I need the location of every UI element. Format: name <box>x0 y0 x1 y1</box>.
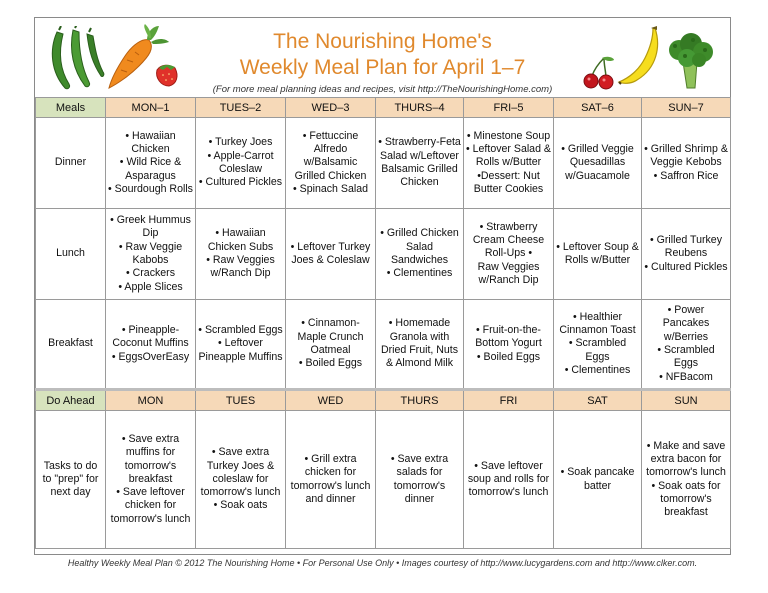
meal-item: Raw Veggies w/Ranch Dip <box>477 260 540 286</box>
meal-cell <box>196 118 286 209</box>
meal-cell <box>464 118 554 209</box>
do-ahead-header-row <box>36 390 731 411</box>
meal-item: • Apple-Carrot Coleslaw <box>207 149 274 175</box>
meal-cell <box>642 209 731 300</box>
meal-item: • Leftover Turkey Joes & Coleslaw <box>290 240 371 266</box>
meal-item: • Strawberry-Feta Salad w/Leftover Balsamic Grilled Chicken <box>378 136 461 189</box>
task-cell <box>554 411 642 549</box>
meal-cell <box>286 209 376 300</box>
task-cell <box>286 411 376 549</box>
day-header: SUN–7 <box>642 98 731 118</box>
meal-item: • Spinach Salad <box>293 182 368 195</box>
day-header: MON–1 <box>106 98 196 118</box>
meal-item: • Clementines <box>386 267 453 280</box>
meal-plan-sheet <box>34 17 731 555</box>
meal-item: • Cultured Pickles <box>644 260 728 273</box>
title-line-1: The Nourishing Home's <box>273 30 492 53</box>
header <box>35 18 730 97</box>
meal-item: • Minestone Soup <box>466 129 551 142</box>
meal-item: • NFBacom <box>659 370 713 383</box>
day-header: SAT–6 <box>554 98 642 118</box>
meal-cell <box>642 300 731 390</box>
day-header: TUES–2 <box>196 98 286 118</box>
meal-cell <box>464 209 554 300</box>
meal-cell <box>196 300 286 390</box>
meal-item: • Leftover Soup & Rolls w/Butter <box>556 240 639 266</box>
meal-cell <box>286 118 376 209</box>
meal-item: • Crackers <box>125 267 176 280</box>
row-label-dinner: Dinner <box>36 118 106 209</box>
task-item: • Grill extra chicken for tomorrow's lunch and dinner <box>290 452 371 505</box>
task-cell <box>642 411 731 549</box>
meal-cell <box>554 118 642 209</box>
meal-item: • Sourdough Rolls <box>108 182 193 195</box>
do-ahead-day-header: THURS <box>376 390 464 411</box>
meal-item: • Clementines <box>564 363 631 376</box>
meal-cell <box>554 300 642 390</box>
day-header: THURS–4 <box>376 98 464 118</box>
task-item: • Save leftover soup and rolls for tomorrow's lunch <box>467 459 550 499</box>
meal-item: • Leftover Pineapple Muffins <box>198 337 283 363</box>
meal-plan-table <box>35 97 731 549</box>
meal-item: • Wild Rice & Asparagus <box>119 156 182 182</box>
task-item: • Soak pancake batter <box>560 466 635 492</box>
meal-item: • Scrambled Eggs <box>198 324 283 337</box>
do-ahead-row <box>36 411 731 549</box>
do-ahead-day-header: MON <box>106 390 196 411</box>
task-item: • Soak oats for tomorrow's breakfast <box>651 479 721 519</box>
row-label-tasks: Tasks to do to "prep" for next day <box>36 411 106 549</box>
meal-item: • EggsOverEasy <box>111 350 190 363</box>
title-line-2: Weekly Meal Plan for April 1–7 <box>239 56 526 79</box>
do-ahead-day-header: TUES <box>196 390 286 411</box>
meal-cell <box>106 118 196 209</box>
task-cell <box>196 411 286 549</box>
do-ahead-day-header: SAT <box>554 390 642 411</box>
meal-item: • Saffron Rice <box>653 169 719 182</box>
subtitle: (For more meal planning ideas and recipes, visit http://TheNourishingHome.com) <box>212 84 553 95</box>
day-header: WED–3 <box>286 98 376 118</box>
meal-item: • Grilled Chicken Salad Sandwiches <box>380 227 459 266</box>
meal-cell <box>554 209 642 300</box>
meal-cell <box>464 300 554 390</box>
meal-item: • Scrambled Eggs <box>568 337 627 363</box>
task-item: • Save leftover chicken for tomorrow's lunch <box>110 486 191 525</box>
task-item: • Save extra salads for tomorrow's dinner <box>390 452 449 505</box>
do-ahead-day-header: WED <box>286 390 376 411</box>
meal-cell <box>376 118 464 209</box>
meal-item: • Raw Veggie Kabobs <box>118 240 183 266</box>
day-header-row <box>36 98 731 118</box>
meal-cell <box>286 300 376 390</box>
task-cell <box>376 411 464 549</box>
meal-cell <box>106 209 196 300</box>
dinner-row <box>36 118 731 209</box>
meal-cell <box>196 209 286 300</box>
task-cell <box>464 411 554 549</box>
breakfast-row <box>36 300 731 390</box>
meal-item: • Grilled Veggie Quesadillas w/Guacamole <box>561 143 634 182</box>
meal-item: • Grilled Turkey Reubens <box>650 234 722 260</box>
task-item: • Save extra muffins for tomorrow's breakfast <box>121 432 180 485</box>
lunch-row <box>36 209 731 300</box>
meal-item: • Strawberry Cream Cheese Roll-Ups • <box>472 220 545 260</box>
row-label-lunch: Lunch <box>36 209 106 300</box>
meals-header: Meals <box>36 98 106 118</box>
meal-item: • Fruit-on-the-Bottom Yogurt <box>475 324 542 350</box>
meal-item: • Boiled Eggs <box>476 350 541 363</box>
meal-item: • Cultured Pickles <box>198 176 283 189</box>
meal-item: • Greek Hummus Dip <box>110 214 191 240</box>
do-ahead-day-header: FRI <box>464 390 554 411</box>
task-item: • Soak oats <box>213 499 268 512</box>
day-header: FRI–5 <box>464 98 554 118</box>
meal-item: • Hawaiian Chicken <box>125 129 176 156</box>
meal-item: • Grilled Shrimp & Veggie Kebobs <box>644 143 728 169</box>
footer: Healthy Weekly Meal Plan © 2012 The Nourishing Home • For Personal Use Only • Images courtesy of http://www.lucygardens.com and http://www.clker.com. <box>67 558 698 568</box>
meal-item: • Leftover Salad & Rolls w/Butter <box>466 143 551 169</box>
task-item: • Save extra Turkey Joes & coleslaw for tomorrow's lunch <box>200 446 281 499</box>
meal-item: • Healthier Cinnamon Toast <box>559 310 636 337</box>
meal-item: • Raw Veggies w/Ranch Dip <box>206 254 275 280</box>
meal-item: •Dessert: Nut Butter Cookies <box>473 169 544 195</box>
do-ahead-header: Do Ahead <box>36 390 106 411</box>
meal-item: • Hawaiian Chicken Subs <box>207 227 274 253</box>
task-item: • Make and save extra bacon for tomorrow's lunch <box>646 439 726 479</box>
meal-item: • Scrambled Eggs <box>657 344 715 370</box>
do-ahead-day-header: SUN <box>642 390 731 411</box>
meal-item: • Power Pancakes w/Berries <box>662 304 710 343</box>
row-label-breakfast: Breakfast <box>36 300 106 390</box>
meal-item: • Apple Slices <box>118 280 183 293</box>
meal-cell <box>642 118 731 209</box>
meal-cell <box>376 300 464 390</box>
meal-item: • Turkey Joes <box>208 136 273 149</box>
meal-item: • Pineapple-Coconut Muffins <box>112 324 189 350</box>
meal-item: • Boiled Eggs <box>298 357 363 370</box>
meal-item: • Cinnamon-Maple Crunch Oatmeal <box>297 317 364 356</box>
meal-item: • Homemade Granola with Dried Fruit, Nuts & Almond Milk <box>380 317 459 370</box>
task-cell <box>106 411 196 549</box>
meal-cell <box>376 209 464 300</box>
meal-item: • Fettuccine Alfredo w/Balsamic Grilled Chicken <box>294 129 367 182</box>
meal-cell <box>106 300 196 390</box>
